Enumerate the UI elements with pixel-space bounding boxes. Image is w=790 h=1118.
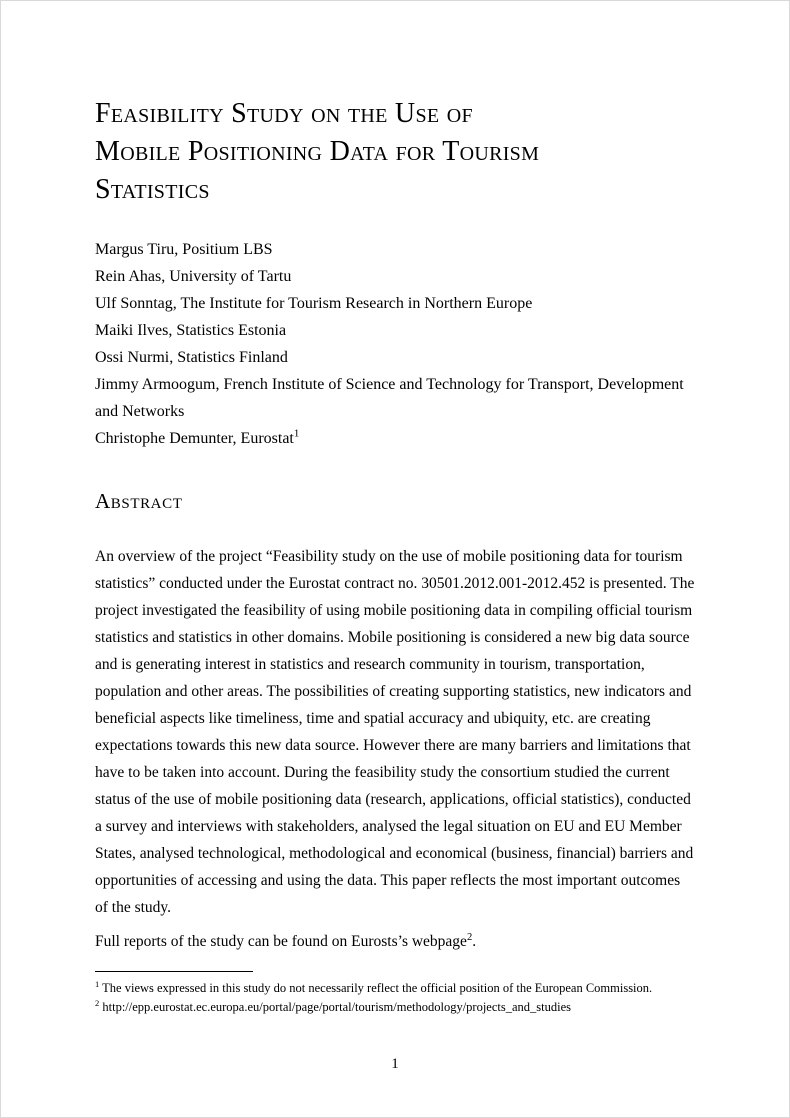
footnote-separator [95, 971, 253, 972]
author-text: Margus Tiru, Positium LBS [95, 241, 273, 258]
footnote-text: http://epp.eurostat.ec.europa.eu/portal/page/portal/tourism/methodology/projects_and_studies [102, 1000, 572, 1014]
paper-title [95, 95, 695, 209]
author-line [95, 344, 695, 371]
author-text: Christophe Demunter, Eurostat [95, 430, 294, 447]
footnote-section [95, 971, 695, 1017]
author-line [95, 317, 695, 344]
abstract-closing-text: Full reports of the study can be found on Eurosts’s webpage [95, 933, 467, 950]
footnote-ref: 1 [293, 427, 300, 440]
author-text: Maiki Ilves, Statistics Estonia [95, 322, 287, 339]
section-heading-abstract: Abstract [95, 489, 183, 513]
author-line [95, 263, 695, 290]
author-list [95, 236, 695, 452]
author-line [95, 371, 695, 425]
author-text: Jimmy Armoogum, French Institute of Science and Technology for Transport, Development and Networks [95, 376, 684, 420]
author-text: Ossi Nurmi, Statistics Finland [95, 349, 288, 366]
footnote [95, 998, 695, 1017]
author-text: Rein Ahas, University of Tartu [95, 268, 292, 285]
author-line [95, 290, 695, 317]
footnote [95, 979, 695, 998]
author-line [95, 236, 695, 263]
footnote-text: The views expressed in this study do not necessarily reflect the official position of the European Commission. [102, 981, 653, 995]
paper-title-line: Feasibility Study on the Use of [95, 98, 473, 129]
abstract-closing [95, 928, 695, 955]
paper-title-line: Statistics [95, 174, 210, 205]
abstract-closing-tail: . [472, 933, 477, 950]
author-text: Ulf Sonntag, The Institute for Tourism Research in Northern Europe [95, 295, 533, 312]
paper-title-line: Mobile Positioning Data for Tourism [95, 136, 540, 167]
author-line [95, 425, 695, 452]
footnote-marker: 1 [95, 978, 100, 989]
footnote-ref: 2 [466, 931, 473, 943]
footnote-marker: 2 [95, 997, 100, 1008]
abstract-paragraph: An overview of the project “Feasibility study on the use of mobile positioning data for tourism statistics” conducted under the Eurostat contract no. 30501.2012.001-2012.452 is presented. The project investigated the feasibility of using mobile positioning data in compiling official tourism statistics and statistics in other domains. Mobile positioning is considered a new big data source and is generating interest in statistics and research community in tourism, transportation, population and other areas. The possibilities of creating supporting statistics, new indicators and beneficial aspects like timeliness, time and spatial accuracy and ubiquity, etc. are creating expectations towards this new data source. However there are many barriers and limitations that have to be taken into account. During the feasibility study the consortium studied the current status of the use of mobile positioning data (research, applications, official statistics), conducted a survey and interviews with stakeholders, analysed the legal situation on EU and EU Member States, analysed technological, methodological and economical (business, financial) barriers and opportunities of accessing and using the data. This paper reflects the most important outcomes of the study. [95, 548, 695, 916]
page-number: 1 [391, 1056, 399, 1072]
